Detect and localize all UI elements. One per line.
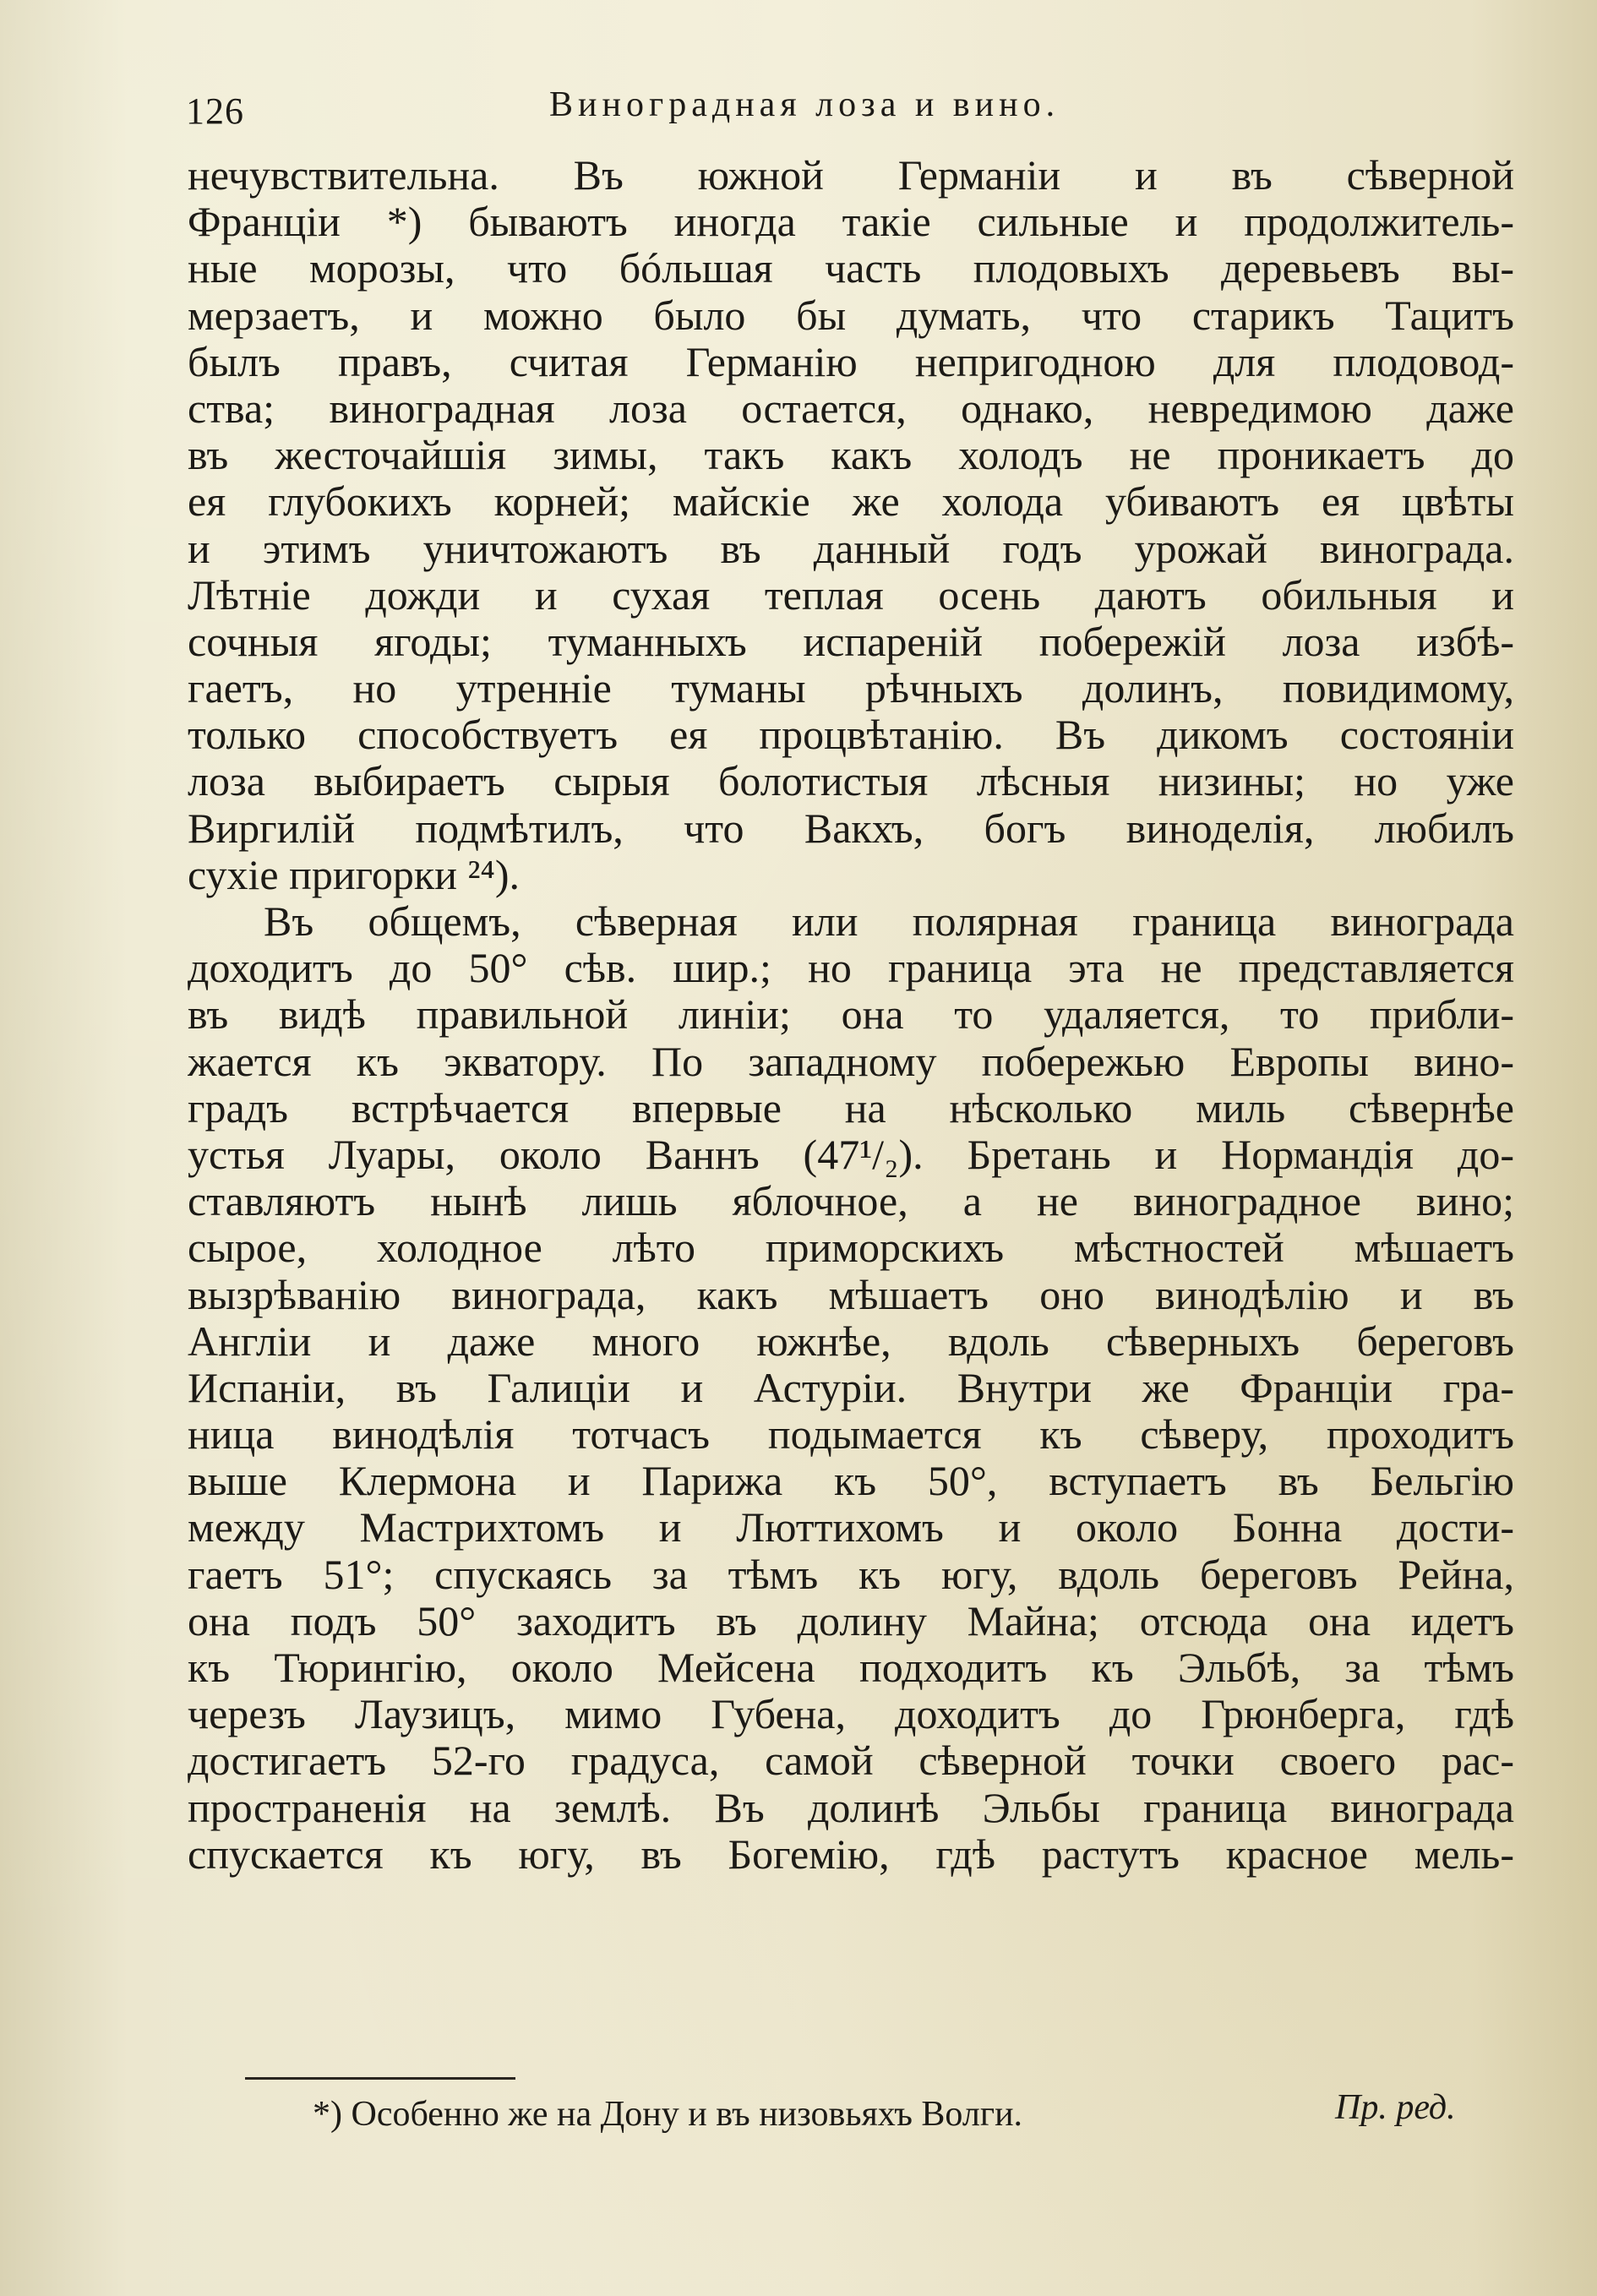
- running-title: Виноградная лоза и вино.: [549, 85, 1060, 124]
- text-line: доходитъ до 50° сѣв. шир.; но граница эта не представляется: [188, 945, 1514, 992]
- page-header: [186, 85, 1521, 135]
- page-number: 126: [186, 90, 244, 132]
- text-line: ства; виноградная лоза остается, однако, невредимою даже: [188, 384, 1514, 432]
- text-line: сочныя ягоды; туманныхъ испареній побережій лоза избѣ-: [188, 618, 1514, 665]
- text-line: Въ общемъ, сѣверная или полярная граница винограда: [264, 898, 1514, 945]
- text-line: между Мастрихтомъ и Люттихомъ и около Бонна дости-: [188, 1504, 1514, 1552]
- text-line: былъ правъ, считая Германію непригодною для плодовод-: [188, 338, 1514, 385]
- text-line: сырое, холодное лѣто приморскихъ мѣстностей мѣшаетъ: [188, 1224, 1514, 1272]
- text-line: достигаетъ 52-го градуса, самой сѣверной точки своего рас-: [188, 1737, 1514, 1785]
- body-text: [188, 152, 1514, 1878]
- text-line: она подъ 50° заходитъ въ долину Майна; отсюда она идетъ: [188, 1597, 1514, 1644]
- text-line: вызрѣванію винограда, какъ мѣшаетъ оно винодѣлію и въ: [188, 1271, 1514, 1318]
- text-line: жается къ экватору. По западному побережью Европы вино-: [188, 1038, 1514, 1085]
- text-line: мерзаетъ, и можно было бы думать, что старикъ Тацитъ: [188, 292, 1514, 339]
- text-line: градъ встрѣчается впервые на нѣсколько миль сѣвернѣе: [188, 1084, 1514, 1132]
- text-line: въ жесточайшія зимы, такъ какъ холодъ не проникаетъ до: [188, 432, 1514, 479]
- text-line: въ видѣ правильной линіи; она то удаляется, то прибли-: [188, 991, 1514, 1039]
- text-line: нечувствительна. Въ южной Германіи и въ сѣверной: [188, 152, 1514, 199]
- text-line: Виргилій подмѣтилъ, что Вакхъ, богъ виноделія, любилъ: [188, 804, 1514, 852]
- text-line: и этимъ уничтожаютъ въ данный годъ урожай винограда.: [188, 525, 1514, 572]
- text-line: Франціи *) бываютъ иногда такіе сильные и продолжитель-: [188, 199, 1514, 246]
- footnote-credit: Пр. ред.: [1335, 2088, 1456, 2127]
- text-line: спускается къ югу, въ Богемію, гдѣ растутъ красное мель-: [188, 1830, 1514, 1878]
- text-line: къ Тюрингію, около Мейсена подходитъ къ Эльбѣ, за тѣмъ: [188, 1644, 1514, 1691]
- text-line: ные морозы, что бóльшая часть плодовыхъ деревьевъ вы-: [188, 245, 1514, 292]
- text-line: Испаніи, въ Галиціи и Астуріи. Внутри же Франціи гра-: [188, 1364, 1514, 1411]
- footnote-divider: [245, 2077, 515, 2080]
- text-line: ея глубокихъ корней; майскіе же холода убиваютъ ея цвѣты: [188, 478, 1514, 526]
- text-line: выше Клермона и Парижа къ 50°, вступаетъ въ Бельгію: [188, 1458, 1514, 1505]
- text-line: гаетъ 51°; спускаясь за тѣмъ къ югу, вдоль береговъ Рейна,: [188, 1551, 1514, 1598]
- text-line: черезъ Лаузицъ, мимо Губена, доходитъ до Грюнберга, гдѣ: [188, 1691, 1514, 1738]
- text-line: Лѣтніе дожди и сухая теплая осень даютъ обильныя и: [188, 571, 1514, 619]
- text-line: устья Луары, около Ваннъ (47¹/₂). Бретань и Нормандія до-: [188, 1131, 1514, 1178]
- text-line: только способствуетъ ея процвѣтанію. Въ дикомъ состояніи: [188, 712, 1514, 759]
- text-line: гаетъ, но утренніе туманы рѣчныхъ долинъ, повидимому,: [188, 665, 1514, 712]
- footnote-text: *) Особенно же на Дону и въ низовьяхъ Волги.: [313, 2095, 1023, 2134]
- text-line: пространенія на землѣ. Въ долинѣ Эльбы граница винограда: [188, 1784, 1514, 1831]
- text-line: лоза выбираетъ сырыя болотистыя лѣсныя низины; но уже: [188, 758, 1514, 805]
- text-line: Англіи и даже много южнѣе, вдоль сѣверныхъ береговъ: [188, 1317, 1514, 1365]
- text-line: ница винодѣлія тотчасъ подымается къ сѣверу, проходитъ: [188, 1411, 1514, 1459]
- text-line: сухіе пригорки ²⁴).: [188, 851, 521, 898]
- text-line: ставляютъ нынѣ лишь яблочное, а не виноградное вино;: [188, 1178, 1514, 1225]
